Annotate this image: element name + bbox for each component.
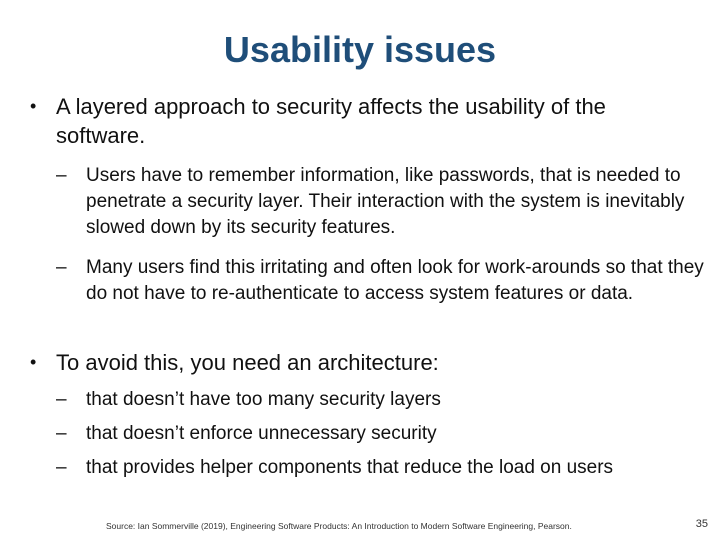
- bullet-1-text: A layered approach to security affects the usability of the software.: [56, 94, 606, 148]
- slide-title: Usability issues: [223, 29, 497, 70]
- bullet-marker: •: [30, 96, 37, 116]
- dash-marker: –: [56, 165, 67, 186]
- sub-bullet-1-1-text: Users have to remember information, like passwords, that is needed to penetrate a security layer. Their interaction with the system is inevitably slowed down by its security features.: [86, 165, 685, 238]
- sub-bullet-1-1: [56, 163, 696, 241]
- bullet-2: [30, 348, 676, 377]
- sub-bullet-2-3-text: that provides helper components that reduce the load on users: [86, 457, 614, 478]
- sub-bullet-2-2: [56, 421, 696, 447]
- bullet-marker: •: [30, 352, 37, 372]
- sub-bullet-2-3: [56, 455, 666, 481]
- page-number: 35: [695, 518, 708, 530]
- sub-bullet-2-1-text: that doesn’t have too many security layers: [86, 389, 441, 410]
- bullet-1: [30, 92, 676, 150]
- bullet-2-text: To avoid this, you need an architecture:: [56, 350, 439, 375]
- source-citation: Source: Ian Sommerville (2019), Engineering Software Products: An Introduction to Modern Software Engineering, Pearson.: [106, 521, 572, 531]
- sub-bullet-2-2-text: that doesn’t enforce unnecessary security: [86, 423, 437, 444]
- sub-bullet-1-2: [56, 255, 706, 307]
- dash-marker: –: [56, 389, 67, 410]
- dash-marker: –: [56, 257, 67, 278]
- dash-marker: –: [56, 457, 67, 478]
- sub-bullet-1-2-text: Many users find this irritating and often look for work-arounds so that they do not have to re-authenticate to access system features or data.: [86, 257, 704, 304]
- sub-bullet-2-1: [56, 387, 696, 413]
- dash-marker: –: [56, 423, 67, 444]
